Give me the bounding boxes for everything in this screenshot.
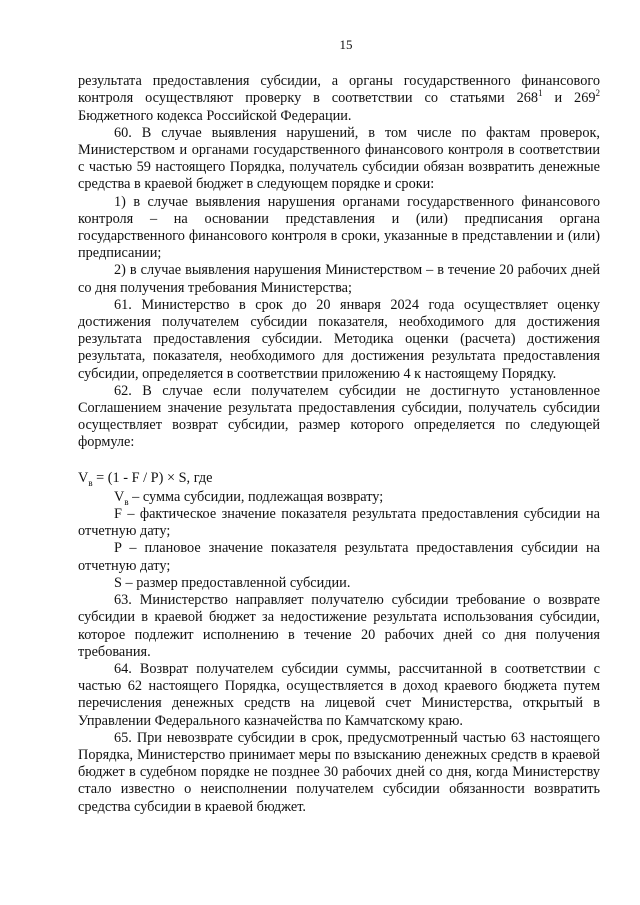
paragraph-64: 64. Возврат получателем субсидии суммы, рассчитанной в соответствии с частью 62 настоящего Порядка, осуществляется в доход краевого бюджета путем перечисления денежных средств на лицевой счет Министерства, открытый в Управлении Федерального казначейства по Камчатскому краю.: [78, 660, 600, 729]
formula-subscript: в: [88, 477, 93, 488]
formula: [78, 470, 600, 487]
paragraph-65: 65. При невозврате субсидии в срок, предусмотренный частью 63 настоящего Порядка, Министерство принимает меры по взысканию денежных средств в краевой бюджет в судебном порядке не позднее 30 рабочих дней со дня, когда Министерству стало известно о неисполнении получателем субсидии обязанности возвратить средства субсидии в краевой бюджет.: [78, 729, 600, 815]
superscript: 2: [595, 88, 600, 99]
page-number: 15: [339, 37, 353, 52]
paragraph-60-item-1: 1) в случае выявления нарушения органами государственного финансового контроля – на основании представления и (или) предписания органа государственного финансового контроля в сроки, указанные в представлении и (или) предписании;: [78, 193, 600, 262]
paragraph-63: 63. Министерство направляет получателю субсидии требование о возврате субсидии в краевой бюджет за недостижение результата использования субсидии, которое подлежит исполнению в течение 20 рабочих дней со дня получения требования.: [78, 592, 600, 660]
definition-subscript: в: [124, 496, 129, 507]
paragraph-60-item-2: 2) в случае выявления нарушения Министерством – в течение 20 рабочих дней со дня получения требования Министерства;: [78, 262, 600, 296]
superscript: 1: [538, 88, 543, 99]
definition-symbol: V: [114, 488, 125, 505]
definition-v: [78, 489, 600, 506]
paragraph-continuation: [78, 73, 600, 125]
definition-f: F – фактическое значение показателя результата предоставления субсидии на отчетную дату;: [78, 506, 600, 540]
text-run: результата предоставления субсидии, а органы государственного финансового контроля осуществляют проверку в соответствии со статьями 268: [78, 73, 600, 107]
definition-p: P – плановое значение показателя результата предоставления субсидии на отчетную дату;: [78, 540, 600, 574]
definition-s: S – размер предоставленной субсидии.: [114, 574, 351, 591]
text-run: Бюджетного кодекса Российской Федерации.: [78, 107, 352, 124]
text-run: и 269: [542, 90, 596, 107]
formula-expression: = (1 - F / P) × S, где: [92, 469, 213, 486]
formula-symbol: V: [78, 469, 89, 486]
definition-text: – сумма субсидии, подлежащая возврату;: [128, 488, 384, 505]
paragraph-60: 60. В случае выявления нарушений, в том числе по фактам проверок, Министерством и органами государственного финансового контроля в соответствии с частью 59 настоящего Порядка, получатель субсидии обязан возвратить денежные средства в краевой бюджет в следующем порядке и сроки:: [78, 124, 600, 193]
paragraph-61: 61. Министерство в срок до 20 января 2024 года осуществляет оценку достижения получателем субсидии показателя, необходимого для достижения результата предоставления субсидии. Методика оценки (расчета) достижения результата, показателя, необходимого для достижения результата предоставления субсидии, определяется в соответствии приложению 4 к настоящему Порядку.: [78, 296, 600, 382]
paragraph-62: 62. В случае если получателем субсидии не достигнуто установленное Соглашением значение результата предоставления субсидии, получатель субсидии осуществляет возврат субсидии, размер которого определяется по следующей формуле:: [78, 382, 600, 451]
